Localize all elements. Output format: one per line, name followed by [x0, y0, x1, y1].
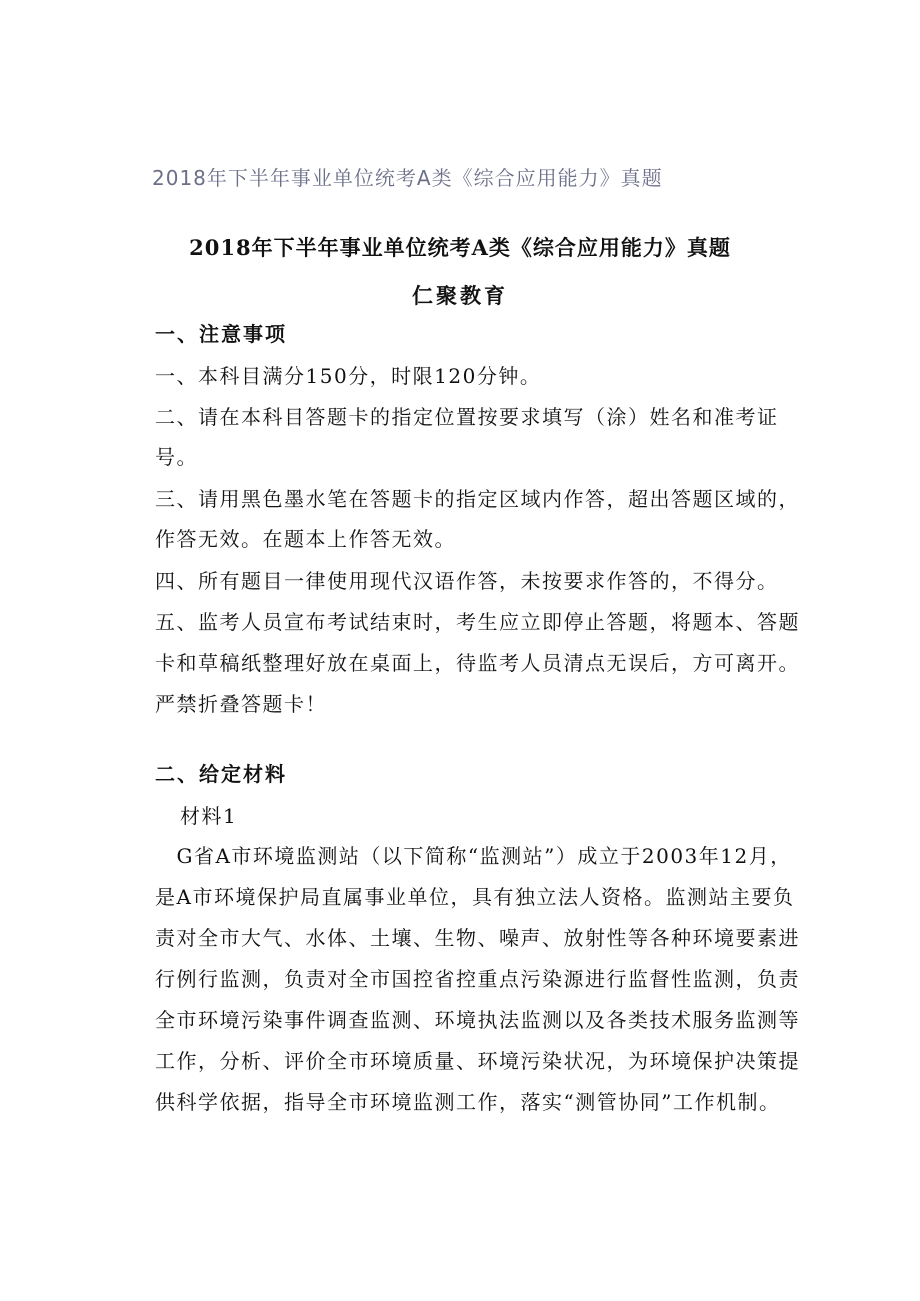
notice-heading: 一、注意事项: [155, 322, 287, 346]
material-line: 行例行监测，负责对全市国控省控重点污染源进行监督性监测，负责: [155, 967, 800, 991]
document-organization: 仁聚教育: [412, 283, 508, 308]
notice-line: 三、请用黑色墨水笔在答题卡的指定区域内作答，超出答题区域的，: [155, 487, 800, 511]
materials-heading: 二、给定材料: [155, 762, 287, 786]
notice-line: 作答无效。在题本上作答无效。: [155, 527, 456, 551]
material-line: 全市环境污染事件调查监测、环境执法监测以及各类技术服务监测等: [155, 1008, 800, 1032]
notice-line: 五、监考人员宣布考试结束时，考生应立即停止答题，将题本、答题: [155, 610, 800, 634]
notice-line: 卡和草稿纸整理好放在桌面上，待监考人员清点无误后，方可离开。: [155, 651, 800, 675]
running-header: 2018年下半年事业单位统考A类《综合应用能力》真题: [152, 166, 663, 190]
notice-line: 一、本科目满分150分，时限120分钟。: [155, 364, 542, 388]
notice-line: 号。: [155, 445, 198, 469]
material-line: 工作，分析、评价全市环境质量、环境污染状况，为环境保护决策提: [155, 1049, 800, 1073]
material-line: 是A市环境保护局直属事业单位，具有独立法人资格。监测站主要负: [155, 885, 795, 909]
material-line: G省A市环境监测站（以下简称“监测站”）成立于2003年12月，: [155, 844, 792, 868]
notice-line: 严禁折叠答题卡！: [155, 692, 327, 716]
notice-line: 四、所有题目一律使用现代汉语作答，未按要求作答的，不得分。: [155, 569, 779, 593]
material-line: 责对全市大气、水体、土壤、生物、噪声、放射性等各种环境要素进: [155, 926, 800, 950]
document-title: 2018年下半年事业单位统考A类《综合应用能力》真题: [189, 235, 731, 260]
notice-line: 二、请在本科目答题卡的指定位置按要求填写（涂）姓名和准考证: [155, 405, 779, 429]
material-line: 供科学依据，指导全市环境监测工作，落实“测管协同”工作机制。: [155, 1090, 781, 1114]
material-1-label: 材料1: [180, 804, 238, 828]
